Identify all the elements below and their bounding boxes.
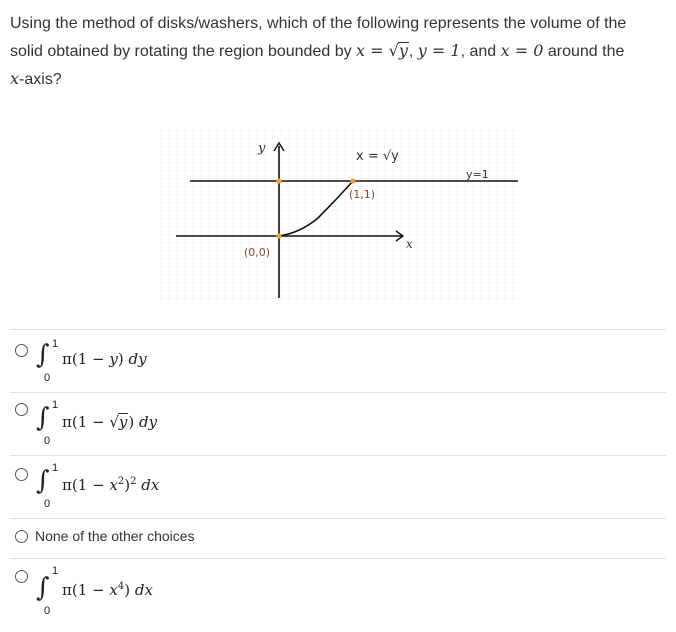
axis-text: -axis? [19, 71, 62, 88]
eq-radicand: y [398, 41, 408, 60]
sqrt-sign: √ [388, 41, 399, 60]
inner-exponent: 2 [117, 476, 125, 487]
lower-limit: 0 [44, 498, 51, 510]
integral-sign: ∫ [36, 340, 50, 370]
eq-y-equals-1: y = 1 [417, 41, 461, 60]
eq-x: x [356, 41, 366, 60]
integrand-post: ) [128, 413, 135, 431]
integrand [62, 476, 159, 494]
question-line-3 [10, 65, 666, 93]
integrand-var: x [109, 581, 118, 599]
x-axis-label: x [406, 237, 413, 251]
answer-option-5[interactable] [10, 559, 666, 629]
sqrt-sign: √ [109, 413, 119, 431]
answer-option-4[interactable] [10, 519, 666, 558]
lower-limit: 0 [44, 605, 51, 617]
curve-label: x = √y [356, 149, 399, 164]
outer-exponent: 2 [130, 476, 137, 487]
integrand-var: y [109, 350, 118, 368]
integrand-pre: π(1 − [62, 350, 110, 368]
and-text: , and [460, 43, 501, 60]
integrand-pre: π(1 − [62, 413, 110, 431]
differential: dy [128, 350, 147, 368]
origin-label: (0,0) [244, 246, 271, 259]
eq-x-equals-0: x = 0 [500, 41, 544, 60]
radio-button[interactable] [15, 570, 28, 583]
upper-limit: 1 [52, 338, 59, 350]
eq-comma: , [408, 43, 414, 60]
differential: dy [139, 413, 158, 431]
question-line-2 [10, 37, 666, 65]
integrand-radicand: y [118, 413, 128, 431]
upper-limit: 1 [52, 565, 59, 577]
integrand-pre: π(1 − [62, 476, 110, 494]
answer-option-2[interactable] [10, 393, 666, 455]
line-label: y=1 [466, 168, 489, 181]
integrand-var: x [109, 476, 118, 494]
intersection-label: (1,1) [349, 188, 376, 201]
upper-limit: 1 [52, 462, 59, 474]
integrand-post: ) [117, 350, 124, 368]
y-axis-label: y [258, 141, 266, 156]
answer-option-1[interactable] [10, 330, 666, 392]
question-text [10, 10, 666, 93]
integral-sign: ∫ [36, 466, 50, 496]
around-text: around the [543, 43, 625, 60]
integral-sign: ∫ [36, 403, 50, 433]
radio-button[interactable] [15, 403, 28, 416]
intersection-point [350, 178, 355, 183]
y-intercept-point [276, 178, 281, 183]
eq-equals: = [365, 41, 389, 60]
option-text: None of the other choices [35, 528, 195, 544]
differential: dx [141, 476, 160, 494]
integrand-post: ) [124, 476, 131, 494]
graph-grid [160, 130, 520, 302]
origin-point [276, 233, 281, 238]
integrand [62, 413, 157, 431]
lower-limit: 0 [44, 372, 51, 384]
inner-exponent: 4 [117, 581, 125, 592]
integrand [62, 581, 153, 599]
integral-sign: ∫ [36, 573, 50, 603]
question-line-1: Using the method of disks/washers, which of the following represents the volume of the [10, 15, 627, 32]
differential: dx [134, 581, 153, 599]
integrand-pre: π(1 − [62, 581, 110, 599]
integrand [62, 350, 147, 368]
question-line-2-text: solid obtained by rotating the region bounded by [10, 43, 357, 60]
lower-limit: 0 [44, 435, 51, 447]
region-graph [160, 130, 520, 302]
integrand-post: ) [124, 581, 131, 599]
radio-button[interactable] [15, 468, 28, 481]
axis-var: x [10, 69, 20, 88]
radio-button[interactable] [15, 344, 28, 357]
radio-button[interactable] [15, 530, 28, 543]
answer-option-3[interactable] [10, 456, 666, 518]
upper-limit: 1 [52, 399, 59, 411]
